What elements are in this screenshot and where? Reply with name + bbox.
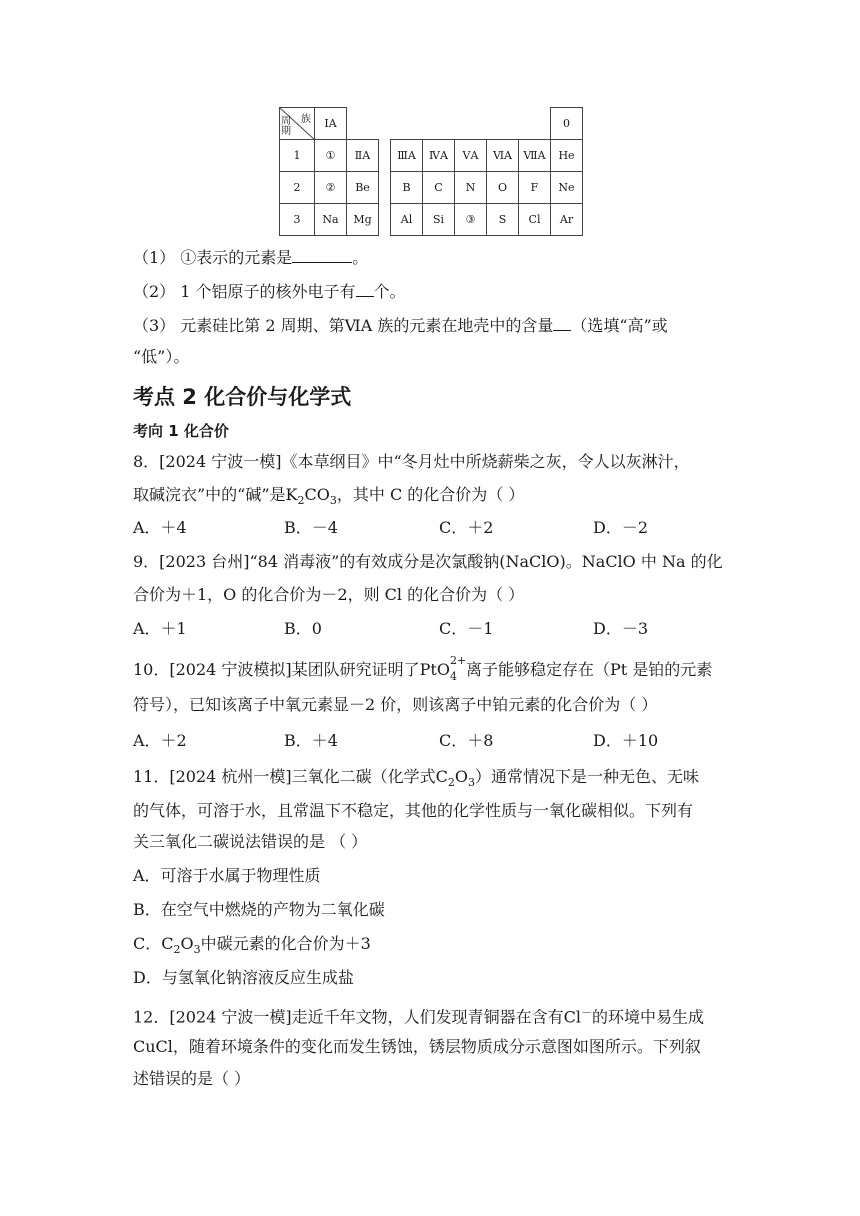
q11-line2: 的气体，可溶于水，且常温下不稳定，其他的化学性质与一氧化碳相似。下列有	[133, 801, 694, 820]
answer-blank[interactable]	[356, 279, 374, 297]
q9-line1: 9．[2023 台州]“84 消毒液”的有效成分是次氯酸钠(NaClO)。NaClO 中 Na 的化	[133, 552, 723, 571]
q11-option-a[interactable]: A．可溶于水属于物理性质	[133, 866, 321, 885]
answer-blank[interactable]	[292, 245, 352, 263]
header-IA: ⅠA	[314, 107, 347, 140]
section-title: 考点 2 化合价与化学式	[133, 385, 352, 409]
q12-line1: 12．[2024 宁波一模]走近千年文物，人们发现青铜器在含有Cl－的环境中易生成	[133, 1006, 705, 1027]
section-subtitle: 考向 1 化合价	[133, 422, 229, 440]
q7-sub1: （1） ①表示的元素是 。	[133, 245, 368, 270]
q11-line1: 11．[2024 杭州一模]三氧化二碳（化学式$C_2O_3$）通常情况下是一种无色、无味	[133, 767, 700, 790]
cell-3-8: Ar	[550, 203, 583, 236]
q9-option-c[interactable]: C．－1	[439, 619, 494, 638]
q10-option-a[interactable]: A．＋2	[133, 731, 187, 750]
cell-3-7: Cl	[518, 203, 551, 236]
header-0: 0	[550, 107, 583, 140]
cell-2-1: ②	[314, 171, 347, 204]
q8-line1: 8．[2024 宁波一模]《本草纲目》中“冬月灶中所烧薪柴之灰，令人以灰淋汁，	[133, 452, 690, 471]
cell-2-2: Be	[346, 171, 379, 204]
cell-2-6: O	[486, 171, 519, 204]
cell-3-4: Si	[422, 203, 455, 236]
cell-2-4: C	[422, 171, 455, 204]
cell-1-4: ⅣA	[422, 139, 455, 172]
cell-3-1: Na	[314, 203, 347, 236]
period-2: 2	[279, 171, 315, 204]
q9-option-a[interactable]: A．＋1	[133, 619, 187, 638]
q11-line3: 关三氧化二碳说法错误的是 （ ）	[133, 832, 368, 851]
q11-option-c[interactable]: C．$C_2O_3$中碳元素的化合价为＋3	[133, 934, 371, 957]
cell-1-2: ⅡA	[346, 139, 379, 172]
cell-3-6: S	[486, 203, 519, 236]
q11-option-b[interactable]: B．在空气中燃烧的产物为二氧化碳	[133, 900, 385, 919]
cell-2-8: Ne	[550, 171, 583, 204]
cell-3-2: Mg	[346, 203, 379, 236]
cell-1-1: ①	[314, 139, 347, 172]
q12-line3: 述错误的是（ ）	[133, 1069, 251, 1088]
q7-sub3: （3） 元素硅比第 2 周期、第ⅥA 族的元素在地壳中的含量 （选填“高”或	[133, 313, 668, 338]
cell-1-6: ⅥA	[486, 139, 519, 172]
q9-line2: 合价为＋1，O 的化合价为－2，则 Cl 的化合价为（ ）	[133, 585, 525, 604]
q9-option-d[interactable]: D．－3	[593, 619, 649, 638]
q7-sub2: （2） 1 个铝原子的核外电子有 个。	[133, 279, 406, 304]
cell-2-3: B	[390, 171, 423, 204]
q8-option-d[interactable]: D．－2	[593, 518, 649, 537]
corner-period-label: 周期	[281, 116, 291, 137]
q7-sub3-cont: “低”）。	[133, 347, 190, 366]
corner-group-label: 族	[301, 114, 311, 125]
table-corner-cell	[279, 107, 315, 140]
cell-2-7: F	[518, 171, 551, 204]
cell-3-5: ③	[454, 203, 487, 236]
q10-option-c[interactable]: C．＋8	[439, 731, 494, 750]
q12-line2: CuCl，随着环境条件的变化而发生锈蚀，锈层物质成分示意图如图所示。下列叙	[133, 1037, 701, 1056]
period-1: 1	[279, 139, 315, 172]
q8-option-c[interactable]: C．＋2	[439, 518, 494, 537]
cell-2-5: N	[454, 171, 487, 204]
q10-option-b[interactable]: B．＋4	[284, 731, 338, 750]
q8-option-b[interactable]: B．－4	[284, 518, 338, 537]
periodic-table	[279, 107, 583, 235]
cell-3-3: Al	[390, 203, 423, 236]
cell-1-3: ⅢA	[390, 139, 423, 172]
period-3: 3	[279, 203, 315, 236]
cell-1-7: ⅦA	[518, 139, 551, 172]
q10-line2: 符号），已知该离子中氧元素显－2 价，则该离子中铂元素的化合价为（ ）	[133, 695, 658, 714]
q9-option-b[interactable]: B．0	[284, 619, 322, 638]
cell-1-5: ⅤA	[454, 139, 487, 172]
q10-line1: 10．[2024 宁波模拟]某团队研究证明了PtO 2+ 4 离子能够稳定存在（Pt 是铂的元素	[133, 654, 713, 683]
q8-line2: 取碱浣衣”中的“碱”是$K_2CO_3$，其中 C 的化合价为（ ）	[133, 485, 525, 508]
q8-option-a[interactable]: A．＋4	[133, 518, 187, 537]
cell-1-8: He	[550, 139, 583, 172]
answer-blank[interactable]	[553, 313, 571, 331]
q11-option-d[interactable]: D．与氢氧化钠溶液反应生成盐	[133, 968, 354, 987]
q10-option-d[interactable]: D．＋10	[593, 731, 659, 750]
